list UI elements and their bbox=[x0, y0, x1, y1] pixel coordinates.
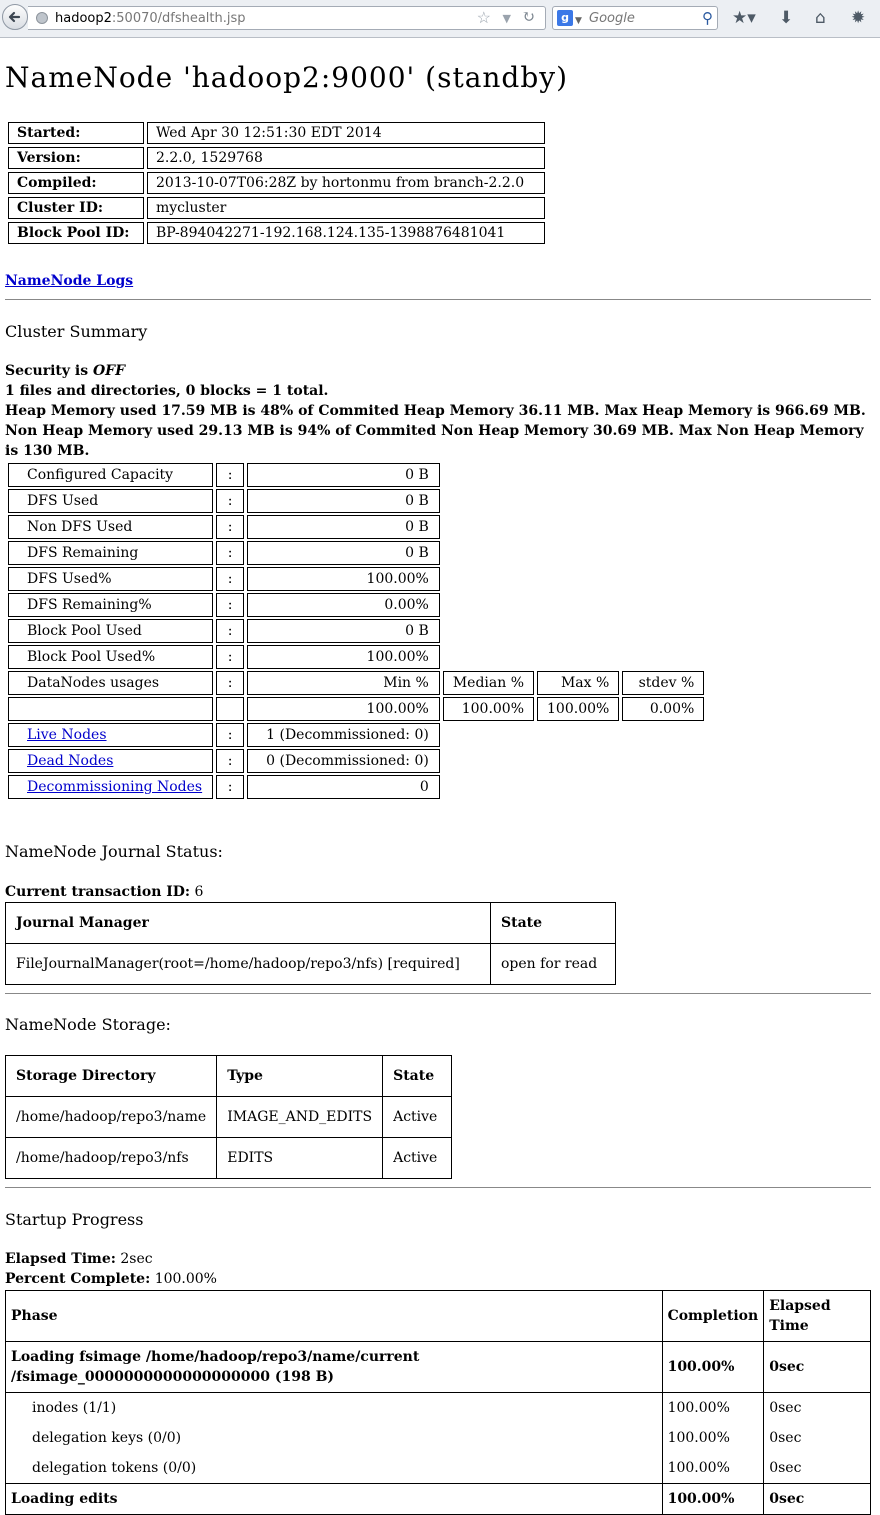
journal-table bbox=[5, 902, 616, 985]
startup-progress-table bbox=[5, 1290, 871, 1515]
divider bbox=[5, 1187, 871, 1188]
summary-value: 100.00% bbox=[247, 567, 440, 591]
engine-dropdown-icon[interactable]: ▼ bbox=[575, 16, 582, 26]
summary-label: DFS Used% bbox=[8, 567, 213, 591]
decommissioning-nodes-value: 0 bbox=[247, 775, 440, 799]
storage-state-cell: Active bbox=[383, 1138, 452, 1179]
heap-line: Heap Memory used 17.59 MB is 48% of Commited Heap Memory 36.11 MB. Max Heap Memory is 966.69 MB. bbox=[5, 403, 866, 419]
dead-nodes-row bbox=[8, 749, 704, 773]
phase-completion: 100.00% bbox=[662, 1484, 764, 1515]
security-status: OFF bbox=[92, 363, 126, 379]
summary-value: 0 B bbox=[247, 489, 440, 513]
info-label: Version: bbox=[8, 147, 144, 169]
namenode-info-table bbox=[5, 119, 548, 247]
search-bar[interactable] bbox=[552, 6, 718, 30]
summary-value: 100.00% bbox=[247, 645, 440, 669]
table-row bbox=[6, 1138, 452, 1179]
summary-row bbox=[8, 619, 704, 643]
percent-complete-value: 100.00% bbox=[150, 1271, 217, 1287]
step-name: delegation keys (0/0) bbox=[6, 1423, 663, 1453]
info-label: Compiled: bbox=[8, 172, 144, 194]
step-completion: 100.00% bbox=[662, 1393, 764, 1424]
empty-cell bbox=[8, 697, 213, 721]
datanodes-usages-value-row bbox=[8, 697, 704, 721]
summary-label: Block Pool Used% bbox=[8, 645, 213, 669]
browser-toolbar bbox=[0, 0, 880, 38]
url-dropdown-icon[interactable]: ▼ bbox=[502, 12, 511, 25]
dead-nodes-link[interactable]: Dead Nodes bbox=[27, 753, 114, 769]
summary-value: 0 B bbox=[247, 515, 440, 539]
summary-label: DFS Remaining% bbox=[8, 593, 213, 617]
summary-row bbox=[8, 541, 704, 565]
elapsed-time-line bbox=[5, 1249, 217, 1269]
startup-meta bbox=[5, 1249, 217, 1289]
phase-name-line1: Loading fsimage /home/hadoop/repo3/name/current bbox=[11, 1349, 420, 1365]
storage-directory-header: Storage Directory bbox=[6, 1056, 217, 1097]
startup-progress-heading: Startup Progress bbox=[5, 1210, 144, 1229]
summary-row bbox=[8, 567, 704, 591]
journal-manager-header: Journal Manager bbox=[6, 903, 491, 944]
storage-header-row bbox=[6, 1056, 452, 1097]
divider bbox=[5, 993, 871, 994]
summary-colon: : bbox=[216, 619, 244, 643]
address-bar[interactable] bbox=[28, 6, 546, 30]
journal-state-header: State bbox=[491, 903, 616, 944]
transaction-id-value: 6 bbox=[190, 884, 204, 900]
storage-table bbox=[5, 1055, 452, 1179]
info-row-cluster-id bbox=[8, 197, 545, 219]
site-identity-icon[interactable] bbox=[36, 12, 48, 24]
search-icon[interactable]: ⚲ bbox=[702, 9, 713, 27]
summary-colon: : bbox=[216, 515, 244, 539]
files-line: 1 files and directories, 0 blocks = 1 total. bbox=[5, 383, 329, 399]
elapsed-header-line2: Time bbox=[769, 1318, 809, 1334]
table-row bbox=[6, 944, 616, 985]
step-name: inodes (1/1) bbox=[6, 1393, 663, 1424]
bookmark-star-icon[interactable]: ☆ bbox=[476, 8, 491, 27]
cluster-summary-table bbox=[5, 461, 707, 801]
usage-header-median: Median % bbox=[443, 671, 534, 695]
info-row-compiled bbox=[8, 172, 545, 194]
empty-cell bbox=[216, 697, 244, 721]
url-path: :50070/dfshealth.jsp bbox=[111, 11, 246, 26]
summary-label: DataNodes usages bbox=[8, 671, 213, 695]
nonheap-line: Non Heap Memory used 29.13 MB is 94% of Commited Non Heap Memory 30.69 MB. Max Non Heap Memory is 130 MB. bbox=[5, 423, 864, 459]
transaction-id-line bbox=[5, 882, 203, 902]
info-label: Block Pool ID: bbox=[8, 222, 144, 244]
search-input[interactable]: Google bbox=[589, 11, 635, 26]
step-elapsed: 0sec bbox=[764, 1453, 871, 1484]
summary-label: Block Pool Used bbox=[8, 619, 213, 643]
elapsed-time-value: 2sec bbox=[115, 1251, 153, 1267]
usage-value-stdev: 0.00% bbox=[622, 697, 704, 721]
usage-header-stdev: stdev % bbox=[622, 671, 704, 695]
security-label: Security is bbox=[5, 363, 93, 379]
table-row bbox=[6, 1097, 452, 1138]
usage-header-min: Min % bbox=[247, 671, 440, 695]
elapsed-header-line1: Elapsed bbox=[769, 1298, 831, 1314]
phase-name bbox=[6, 1342, 663, 1393]
summary-colon: : bbox=[216, 489, 244, 513]
live-nodes-row bbox=[8, 723, 704, 747]
cluster-summary-heading: Cluster Summary bbox=[5, 322, 148, 341]
phase-completion: 100.00% bbox=[662, 1342, 764, 1393]
security-line bbox=[5, 361, 871, 381]
summary-row bbox=[8, 593, 704, 617]
step-row bbox=[6, 1453, 871, 1484]
summary-value: 0.00% bbox=[247, 593, 440, 617]
home-icon[interactable]: ⌂ bbox=[815, 8, 826, 28]
info-row-block-pool-id bbox=[8, 222, 545, 244]
step-elapsed: 0sec bbox=[764, 1393, 871, 1424]
summary-value: 0 B bbox=[247, 619, 440, 643]
info-label: Started: bbox=[8, 122, 144, 144]
live-nodes-link[interactable]: Live Nodes bbox=[27, 727, 107, 743]
summary-colon: : bbox=[216, 775, 244, 799]
info-row-started bbox=[8, 122, 545, 144]
percent-complete-line bbox=[5, 1269, 217, 1289]
divider bbox=[5, 299, 871, 300]
summary-colon: : bbox=[216, 567, 244, 591]
usage-value-max: 100.00% bbox=[537, 697, 619, 721]
back-arrow-icon bbox=[3, 5, 27, 29]
summary-colon: : bbox=[216, 749, 244, 773]
journal-status-heading: NameNode Journal Status: bbox=[5, 842, 223, 861]
info-value: 2013-10-07T06:28Z by hortonmu from branch-2.2.0 bbox=[147, 172, 545, 194]
summary-value: 0 B bbox=[247, 463, 440, 487]
reload-icon[interactable]: ↻ bbox=[521, 7, 535, 26]
live-nodes-value: 1 (Decommissioned: 0) bbox=[247, 723, 440, 747]
step-elapsed: 0sec bbox=[764, 1423, 871, 1453]
back-button[interactable] bbox=[2, 4, 28, 30]
decommissioning-nodes-row bbox=[8, 775, 704, 799]
decommissioning-nodes-cell bbox=[8, 775, 213, 799]
progress-header-row bbox=[6, 1291, 871, 1342]
step-row bbox=[6, 1393, 871, 1424]
storage-heading: NameNode Storage: bbox=[5, 1015, 171, 1034]
phase-row bbox=[6, 1342, 871, 1393]
step-completion: 100.00% bbox=[662, 1453, 764, 1484]
storage-state-cell: Active bbox=[383, 1097, 452, 1138]
info-value: mycluster bbox=[147, 197, 545, 219]
info-label: Cluster ID: bbox=[8, 197, 144, 219]
usage-value-median: 100.00% bbox=[443, 697, 534, 721]
phase-name-line2: /fsimage_0000000000000000000 (198 B) bbox=[11, 1369, 335, 1385]
live-nodes-cell bbox=[8, 723, 213, 747]
info-value: Wed Apr 30 12:51:30 EDT 2014 bbox=[147, 122, 545, 144]
datanodes-usages-header-row bbox=[8, 671, 704, 695]
download-icon[interactable]: ⬇ bbox=[779, 8, 794, 28]
dead-nodes-value: 0 (Decommissioned: 0) bbox=[247, 749, 440, 773]
storage-type-cell: EDITS bbox=[217, 1138, 383, 1179]
elapsed-time-header bbox=[764, 1291, 871, 1342]
url-host: hadoop2 bbox=[55, 11, 112, 26]
journal-header-row bbox=[6, 903, 616, 944]
search-engine-icon[interactable]: g bbox=[557, 10, 573, 26]
info-row-version bbox=[8, 147, 545, 169]
dead-nodes-cell bbox=[8, 749, 213, 773]
phase-name: Loading edits bbox=[6, 1484, 663, 1515]
url-text[interactable] bbox=[55, 9, 246, 29]
percent-complete-label: Percent Complete: bbox=[5, 1271, 151, 1287]
phase-elapsed: 0sec bbox=[764, 1484, 871, 1515]
info-value: BP-894042271-192.168.124.135-1398876481041 bbox=[147, 222, 545, 244]
summary-row bbox=[8, 463, 704, 487]
elapsed-time-label: Elapsed Time: bbox=[5, 1251, 116, 1267]
summary-row bbox=[8, 645, 704, 669]
addon-icon[interactable]: ✹ bbox=[851, 8, 866, 28]
summary-colon: : bbox=[216, 671, 244, 695]
summary-row bbox=[8, 515, 704, 539]
namenode-logs-link[interactable]: NameNode Logs bbox=[5, 273, 134, 289]
step-completion: 100.00% bbox=[662, 1423, 764, 1453]
bookmarks-menu-icon[interactable]: ★▾ bbox=[732, 8, 756, 28]
page-title: NameNode 'hadoop2:9000' (standby) bbox=[5, 61, 569, 94]
completion-header: Completion bbox=[662, 1291, 764, 1342]
usage-header-max: Max % bbox=[537, 671, 619, 695]
summary-label: Configured Capacity bbox=[8, 463, 213, 487]
phase-header: Phase bbox=[6, 1291, 663, 1342]
summary-label: DFS Used bbox=[8, 489, 213, 513]
step-name: delegation tokens (0/0) bbox=[6, 1453, 663, 1484]
summary-colon: : bbox=[216, 593, 244, 617]
storage-directory-cell: /home/hadoop/repo3/nfs bbox=[6, 1138, 217, 1179]
storage-type-cell: IMAGE_AND_EDITS bbox=[217, 1097, 383, 1138]
info-value: 2.2.0, 1529768 bbox=[147, 147, 545, 169]
storage-type-header: Type bbox=[217, 1056, 383, 1097]
step-row bbox=[6, 1423, 871, 1453]
phase-row bbox=[6, 1484, 871, 1515]
summary-colon: : bbox=[216, 645, 244, 669]
storage-directory-cell: /home/hadoop/repo3/name bbox=[6, 1097, 217, 1138]
journal-manager-cell: FileJournalManager(root=/home/hadoop/repo3/nfs) [required] bbox=[6, 944, 491, 985]
journal-state-cell: open for read bbox=[491, 944, 616, 985]
summary-label: DFS Remaining bbox=[8, 541, 213, 565]
summary-row bbox=[8, 489, 704, 513]
storage-state-header: State bbox=[383, 1056, 452, 1097]
summary-colon: : bbox=[216, 541, 244, 565]
phase-elapsed: 0sec bbox=[764, 1342, 871, 1393]
summary-value: 0 B bbox=[247, 541, 440, 565]
summary-label: Non DFS Used bbox=[8, 515, 213, 539]
summary-colon: : bbox=[216, 463, 244, 487]
decommissioning-nodes-link[interactable]: Decommissioning Nodes bbox=[27, 779, 203, 795]
transaction-id-label: Current transaction ID: bbox=[5, 884, 191, 900]
usage-value-min: 100.00% bbox=[247, 697, 440, 721]
summary-colon: : bbox=[216, 723, 244, 747]
cluster-summary-text bbox=[5, 361, 871, 461]
